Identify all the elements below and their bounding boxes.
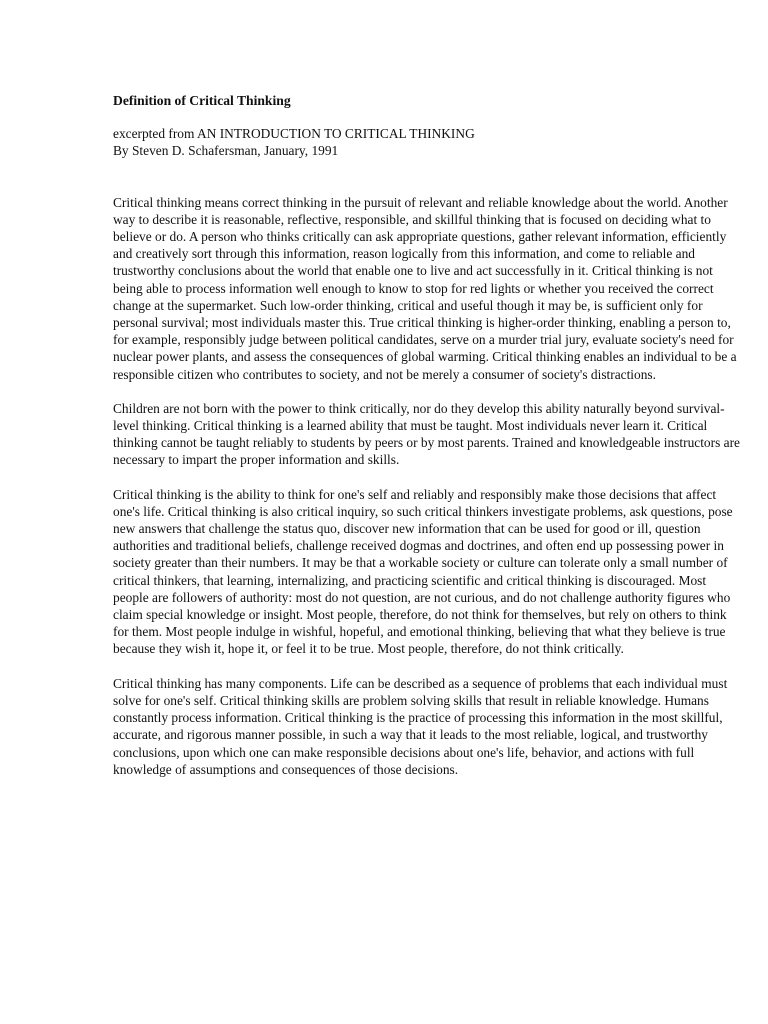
paragraph-4: Critical thinking has many components. Life can be described as a sequence of problems that each individual must solve for one's self. Critical thinking skills are problem solving skills that result in reliable knowledge. Humans constantly process information. Critical thinking is the practice of processing this information in the most skillful, accurate, and rigorous manner possible, in such a way that it leads to the most reliable, logical, and trustworthy conclusions, upon which one can make responsible decisions about one's life, behavior, and actions with full knowledge of assumptions and consequences of those decisions.: [113, 675, 728, 777]
byline: By Steven D. Schafersman, January, 1991: [113, 143, 339, 159]
excerpt-line: excerpted from AN INTRODUCTION TO CRITICAL THINKING: [113, 126, 475, 142]
source-info: [113, 125, 745, 159]
paragraph-3: Critical thinking is the ability to think for one's self and reliably and responsibly make those decisions that affect one's life. Critical thinking is also critical inquiry, so such critical thinkers investigate problems, ask questions, pose new answers that challenge the status quo, discover new information that can be used for good or ill, question authorities and traditional beliefs, challenge received dogmas and doctrines, and often end up possessing power in society greater than their numbers. It may be that a workable society or culture can tolerate only a small number of critical thinkers, that learning, internalizing, and practicing scientific and critical thinking is discouraged. Most people are followers of authority: most do not question, are not curious, and do not challenge authority figures who claim special knowledge or insight. Most people, therefore, do not think for themselves, but rely on others to think for them. Most people indulge in wishful, hopeful, and emotional thinking, believing that what they believe is true because they wish it, hope it, or feel it to be true. Most people, therefore, do not think critically.: [113, 486, 733, 657]
document-title: Definition of Critical Thinking: [113, 93, 291, 108]
paragraph-1: Critical thinking means correct thinking in the pursuit of relevant and reliable knowledge about the world. Another way to describe it is reasonable, reflective, responsible, and skillful thinking that is focused on deciding what to believe or do. A person who thinks critically can ask appropriate questions, gather relevant information, efficiently and creatively sort through this information, reason logically from this information, and come to reliable and trustworthy conclusions about the world that enable one to live and act successfully in it. Critical thinking is not being able to process information well enough to know to stop for red lights or whether you received the correct change at the supermarket. Such low-order thinking, critical and useful though it may be, is sufficient only for personal survival; most individuals master this. True critical thinking is higher-order thinking, enabling a person to, for example, responsibly judge between political candidates, serve on a murder trial jury, evaluate society's need for nuclear power plants, and assess the consequences of global warming. Critical thinking enables an individual to be a responsible citizen who contributes to society, and not be merely a consumer of society's distractions.: [113, 194, 737, 382]
paragraph-2: Children are not born with the power to think critically, nor do they develop this ability naturally beyond survival-level thinking. Critical thinking is a learned ability that must be taught. Most individuals never learn it. Critical thinking cannot be taught reliably to students by peers or by most parents. Trained and knowledgeable instructors are necessary to impart the proper information and skills.: [113, 400, 740, 468]
document-page: [113, 92, 745, 795]
